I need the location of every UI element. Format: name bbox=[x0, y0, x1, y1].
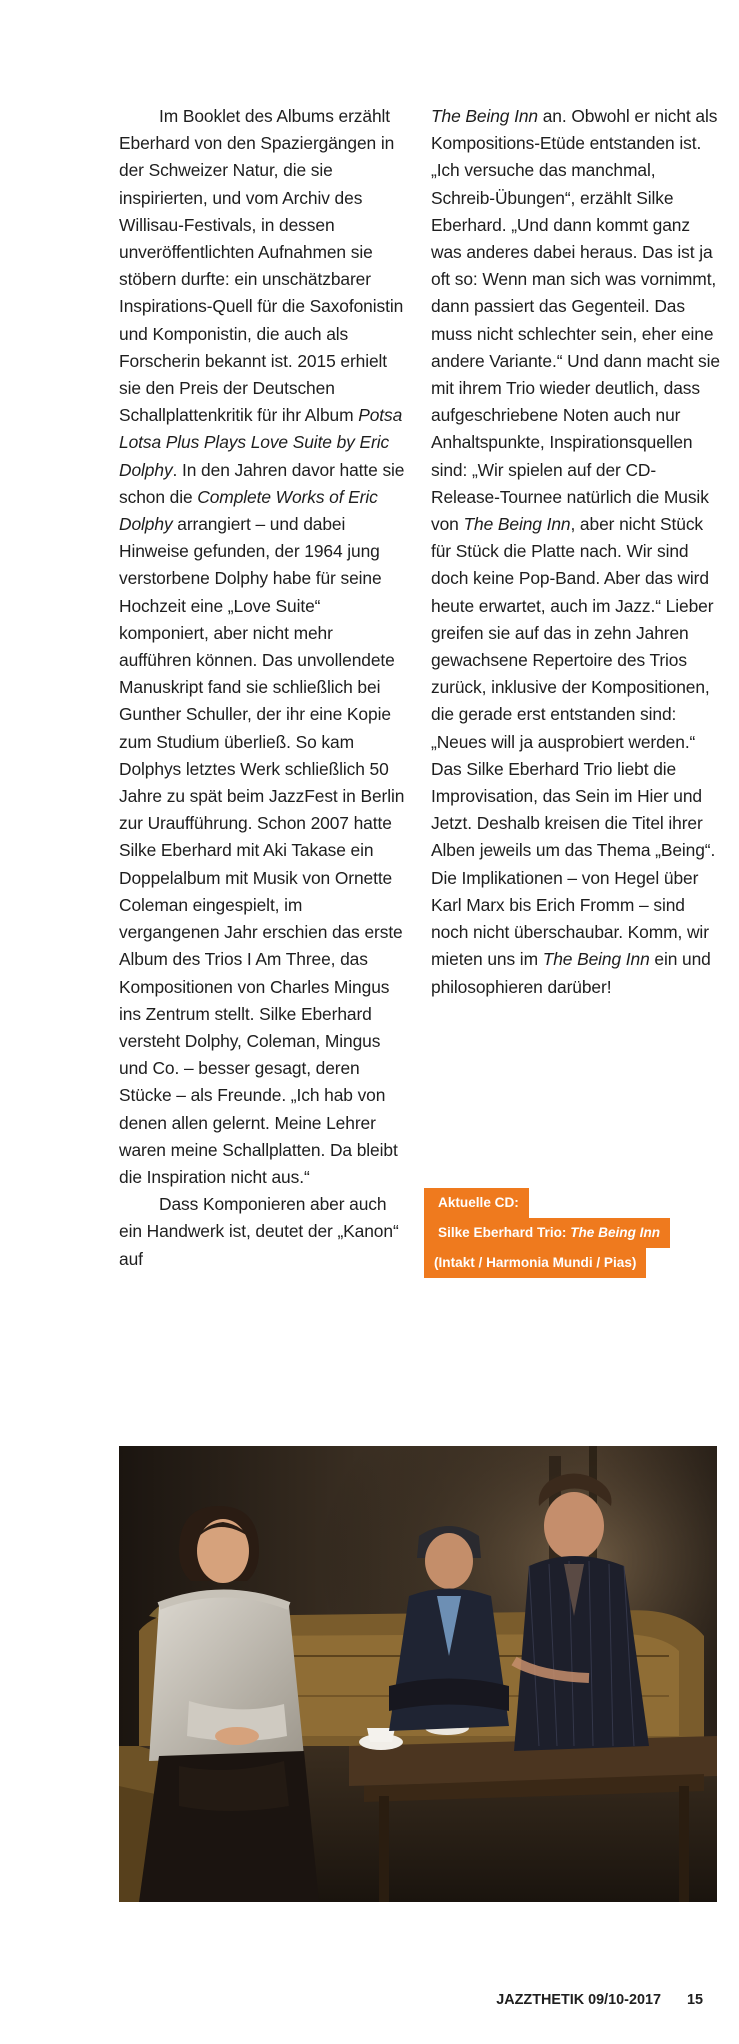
article-paragraph-1 bbox=[119, 103, 405, 1191]
cd-artist: Silke Eberhard Trio: bbox=[438, 1225, 571, 1240]
page-number: 15 bbox=[686, 1992, 703, 2008]
current-cd-box bbox=[424, 1188, 670, 1278]
paragraph-text: , aber nicht Stück für Stück die Platte nach. Wir sind doch keine Pop-Band. Aber das wird heute erwartet, auch im Jazz.“ Lieber greifen sie auf das in zehn Jahren gewachsene Repertoire des Trios zurück, inklusive der Kompositionen, die gerade erst entstanden sind: „Neues will ja ausprobiert werden.“ Das Silke Eberhard Trio liebt die Improvisation, das Sein im Hier und Jetzt. Deshalb kreisen die Titel ihrer Alben jeweils um das Thema „Being“. Die Implikationen – von Hegel über Karl Marx bis Erich Fromm – sind noch nicht überschaubar. Komm, wir mieten uns im bbox=[431, 514, 716, 970]
album-title: Complete Works of Eric Dolphy bbox=[119, 486, 378, 535]
paragraph-text: ein und philosophieren darüber! bbox=[431, 949, 711, 997]
paragraph-text: Im Booklet des Albums erzählt Eberhard von den Spaziergängen in der Schweizer Natur, die sie inspirierten, und vom Archiv des Willisau-Festivals, in dessen unveröffentlichten Aufnahmen sie stöbern durfte: ein unschätzbarer Inspirations-Quell für die Saxofonistin und Komponistin, die auch als Forscherin bekannt ist. 2015 erhielt sie den Preis der Deutschen Schallplattenkritik für ihr Album bbox=[119, 106, 404, 426]
band-photo bbox=[119, 1446, 717, 1902]
album-title: The Being Inn bbox=[431, 106, 538, 126]
album-title: The Being Inn bbox=[542, 949, 650, 970]
article-left-column bbox=[119, 103, 405, 1273]
page-footer bbox=[496, 1992, 703, 2008]
album-title: Potsa Lotsa Plus Plays Love Suite by Eric Dolphy bbox=[119, 405, 403, 480]
paragraph-text: Dass Komponieren aber auch ein Handwerk ist, deutet der „Kanon“ auf bbox=[119, 1194, 399, 1269]
article-paragraph-2-start bbox=[119, 1191, 405, 1273]
cd-album-title: The Being Inn bbox=[570, 1225, 661, 1240]
cd-box-label: (Intakt / Harmonia Mundi / Pias) bbox=[424, 1248, 646, 1278]
paragraph-text: . In den Jahren davor hatte sie schon die bbox=[119, 459, 405, 507]
cd-box-release bbox=[424, 1218, 670, 1248]
paragraph-text: arrangiert – und dabei Hinweise gefunden, der 1964 jung verstorbene Dolphy habe für seine Hochzeit eine „Love Suite“ komponiert, aber nicht mehr aufführen können. Das unvollendete Manuskript fand sie schließlich bei Gunther Schuller, der ihr eine Kopie zum Studium überließ. So kam Dolphys letztes Werk schließlich 50 Jahre zu spät beim JazzFest in Berlin zur Uraufführung. Schon 2007 hatte Silke Eberhard mit Aki Takase ein Doppelalbum mit Musik von Ornette Coleman eingespielt, im vergangenen Jahr erschien das erste Album des Trios I Am Three, das Kompositionen von Charles Mingus ins Zentrum stellt. Silke Eberhard versteht Dolphy, Coleman, Mingus und Co. – besser gesagt, deren Stücke – als Freunde. „Ich hab von denen allen gelernt. Meine Lehrer waren meine Schallplatten. Da bleibt die Inspiration nicht aus.“ bbox=[119, 514, 405, 1187]
album-title: The Being Inn bbox=[463, 514, 571, 535]
publication-issue: JAZZTHETIK 09/10-2017 bbox=[496, 1992, 661, 2008]
article-paragraph-2-continued bbox=[431, 103, 721, 1001]
band-photo-icon bbox=[119, 1446, 717, 1902]
article-right-column bbox=[431, 103, 721, 1001]
paragraph-text: an. Obwohl er nicht als Kompositions-Etüde entstanden ist. „Ich versuche das manchmal, Schreib-Übungen“, erzählt Silke Eberhard. „Und dann kommt ganz was anderes dabei heraus. Das ist ja oft so: Wenn man sich was vornimmt, dann passiert das Gegenteil. Das muss nicht schlechter sein, eher eine andere Variante.“ Und dann macht sie mit ihrem Trio wieder deutlich, dass aufgeschriebene Noten auch nur Anhaltspunkte, Inspirationsquellen sind: „Wir spielen auf der CD-Release-Tournee natürlich die Musik von bbox=[431, 106, 720, 535]
cd-box-heading: Aktuelle CD: bbox=[424, 1188, 529, 1218]
